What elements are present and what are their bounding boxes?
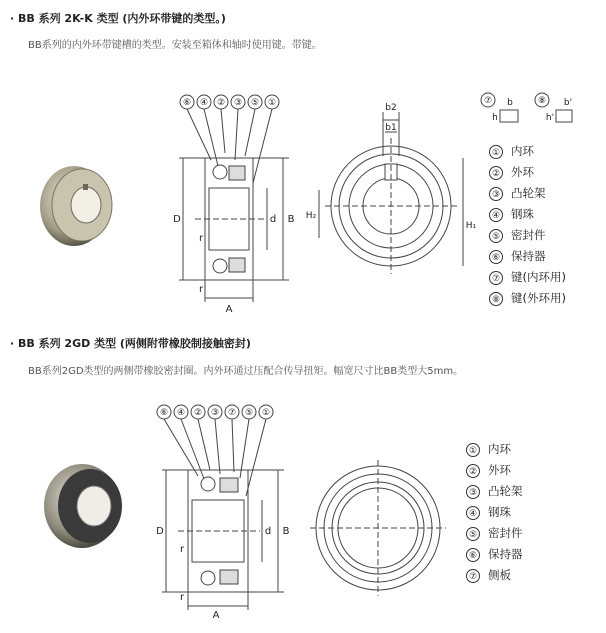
- dim-label-r-2: r: [179, 592, 185, 603]
- bore-photo: [71, 187, 101, 223]
- dim-label-r-1: r: [179, 544, 185, 555]
- dim-label-r-2: r: [198, 284, 204, 295]
- dim-label-A: A: [225, 304, 233, 315]
- bearing-photo-2k-k: [36, 158, 120, 252]
- callout-7: ⑦: [227, 408, 237, 418]
- callout-5: ⑤: [250, 98, 260, 108]
- section-view-2gd: [150, 400, 300, 622]
- dim-label-b1: b1: [385, 123, 397, 133]
- dim-label-D: D: [173, 214, 181, 225]
- dim-label-B: B: [287, 214, 295, 225]
- callout-4: ④: [176, 408, 186, 418]
- legend-item: ⑤ 密封件: [489, 227, 546, 243]
- section-view-2k-k: [165, 88, 305, 318]
- legend-item: ① 内环: [489, 143, 534, 159]
- legend-item: ⑤ 密封件: [466, 525, 523, 541]
- dim-label-H2: H₂: [305, 211, 317, 221]
- callout-2: ②: [216, 98, 226, 108]
- bore-photo: [77, 486, 111, 526]
- section2-description: BB系列2GD类型的两侧带橡胶密封圈。内外环通过压配合传导扭矩。幅宽尺寸比BB类型大5mm。: [28, 366, 464, 377]
- legend-item: ④ 钢珠: [489, 206, 534, 222]
- key8-h-label: h': [545, 113, 555, 123]
- dim-label-B: B: [282, 526, 290, 537]
- callout-1: ①: [267, 98, 277, 108]
- front-view-2k-k: [305, 98, 475, 298]
- callout-6: ⑥: [159, 408, 169, 418]
- callout-5: ⑤: [244, 408, 254, 418]
- bearing-photo-2gd: [40, 458, 130, 554]
- dim-label-b2: b2: [385, 103, 397, 113]
- dim-label-d: d: [264, 526, 272, 537]
- legend-item: ② 外环: [489, 164, 534, 180]
- key8-b-label: b': [563, 98, 573, 108]
- keyway-photo: [83, 184, 88, 190]
- legend-item: ⑦ 键(内环用): [489, 269, 566, 285]
- legend-item: ④ 钢珠: [466, 504, 511, 520]
- legend-item: ① 内环: [466, 441, 511, 457]
- callout-4: ④: [199, 98, 209, 108]
- legend-item: ③ 凸轮架: [466, 483, 523, 499]
- section1-description: BB系列的内外环带键槽的类型。安装至箱体和轴时使用键。带键。: [28, 40, 322, 51]
- dim-label-d: d: [269, 214, 277, 225]
- legend-item: ⑥ 保持器: [489, 248, 546, 264]
- legend-item: ② 外环: [466, 462, 511, 478]
- dim-label-r-1: r: [198, 233, 204, 244]
- key7-b-label: b: [507, 98, 513, 108]
- callout-3: ③: [233, 98, 243, 108]
- legend-item: ⑥ 保持器: [466, 546, 523, 562]
- section1-title: · BB 系列 2K-K 类型 (内外环带键的类型。): [10, 12, 226, 25]
- legend-item: ⑧ 键(外环用): [489, 290, 566, 306]
- legend-item: ⑦ 侧板: [466, 567, 511, 583]
- key7-number: ⑦: [483, 96, 493, 106]
- callout-1: ①: [261, 408, 271, 418]
- dim-label-A: A: [212, 610, 220, 621]
- key8-number: ⑧: [537, 96, 547, 106]
- callout-6: ⑥: [182, 98, 192, 108]
- key-profile-icons: [478, 92, 588, 132]
- front-view-2gd: [308, 458, 448, 598]
- section2-title: · BB 系列 2GD 类型 (两侧附带橡胶制接触密封): [10, 337, 251, 350]
- legend-item: ③ 凸轮架: [489, 185, 546, 201]
- key7-h-label: h: [492, 113, 498, 123]
- dim-label-D: D: [156, 526, 164, 537]
- dim-label-H1: H₁: [465, 221, 477, 231]
- callout-3: ③: [210, 408, 220, 418]
- callout-2: ②: [193, 408, 203, 418]
